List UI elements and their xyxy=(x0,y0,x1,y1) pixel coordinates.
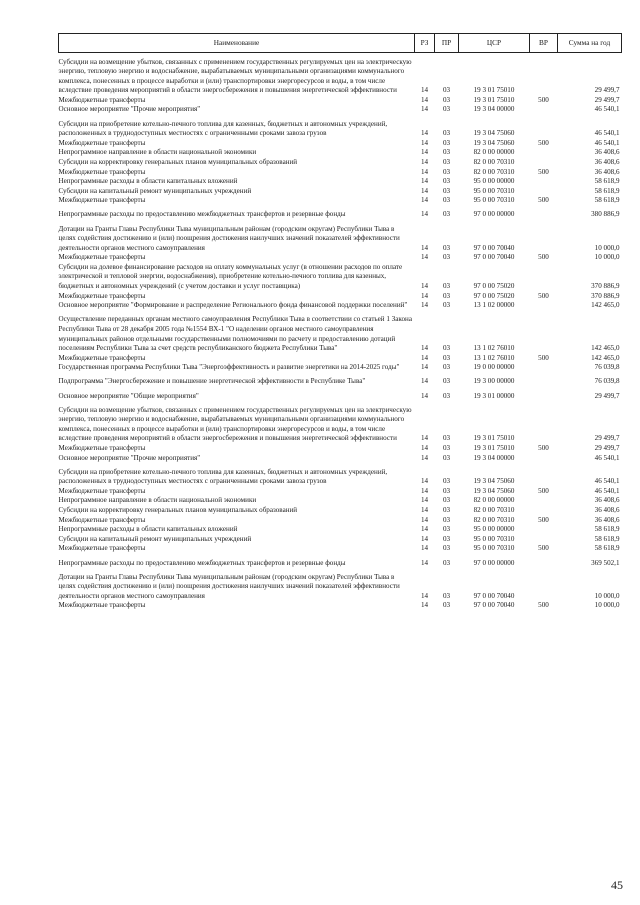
row-name: Субсидии на капитальный ремонт муниципальных учреждений xyxy=(58,186,252,195)
row-vr xyxy=(530,535,558,545)
row-rz: 14 xyxy=(420,515,429,524)
table-row xyxy=(59,105,622,115)
row-sum: 29 499,7 xyxy=(594,443,620,452)
row-rz: 14 xyxy=(420,591,429,600)
table-row xyxy=(59,187,622,197)
row-vr xyxy=(530,210,558,220)
row-vr: 500 xyxy=(538,544,549,553)
row-pr: 03 xyxy=(442,477,451,486)
row-csr: 19 3 01 75010 xyxy=(473,443,515,452)
header-vr: ВР xyxy=(530,34,558,53)
row-name: Непрограммное направление в области национальной экономики xyxy=(58,496,257,505)
row-csr: 97 0 00 75020 xyxy=(473,291,515,300)
row-pr: 03 xyxy=(442,129,451,138)
row-pr: 03 xyxy=(442,177,451,186)
row-rz: 14 xyxy=(420,148,429,157)
row-pr: 03 xyxy=(442,282,451,291)
row-csr: 82 0 00 70310 xyxy=(473,506,515,515)
table-row xyxy=(59,559,622,569)
row-sum: 29 499,7 xyxy=(594,434,620,443)
row-csr: 97 0 00 75020 xyxy=(473,282,515,291)
table-row xyxy=(59,573,622,602)
table-row xyxy=(59,468,622,487)
row-sum: 36 408,6 xyxy=(594,515,620,524)
row-sum: 10 000,0 xyxy=(594,253,620,262)
row-csr: 97 0 00 70040 xyxy=(473,243,515,252)
row-pr: 03 xyxy=(442,210,451,219)
table-row xyxy=(59,301,622,311)
row-csr: 13 1 02 76010 xyxy=(473,353,515,362)
row-pr: 03 xyxy=(442,344,451,353)
row-vr xyxy=(530,406,558,444)
row-vr xyxy=(530,187,558,197)
header-pr: ПР xyxy=(435,34,459,53)
row-rz: 14 xyxy=(420,477,429,486)
row-sum: 46 540,1 xyxy=(594,453,620,462)
row-csr: 82 0 00 70310 xyxy=(473,167,515,176)
table-row xyxy=(59,377,622,387)
row-vr xyxy=(530,58,558,96)
row-sum: 46 540,1 xyxy=(594,138,620,147)
row-pr: 03 xyxy=(442,496,451,505)
row-rz: 14 xyxy=(420,291,429,300)
row-name: Основное мероприятие "Общие мероприятия" xyxy=(58,391,199,400)
row-sum: 46 540,1 xyxy=(594,477,620,486)
row-name: Основное мероприятие "Прочие мероприятия" xyxy=(58,453,201,462)
row-pr: 03 xyxy=(442,105,451,114)
row-sum: 36 408,6 xyxy=(594,157,620,166)
table-row xyxy=(59,158,622,168)
row-sum: 58 618,9 xyxy=(594,525,620,534)
row-rz: 14 xyxy=(420,167,429,176)
row-name: Межбюджетные трансферты xyxy=(58,515,146,524)
row-sum: 370 886,9 xyxy=(591,291,620,300)
row-csr: 19 3 01 00000 xyxy=(473,391,515,400)
row-rz: 14 xyxy=(420,363,429,372)
row-pr: 03 xyxy=(442,186,451,195)
row-pr: 03 xyxy=(442,534,451,543)
row-rz: 14 xyxy=(420,353,429,362)
row-sum: 36 408,6 xyxy=(594,167,620,176)
row-name: Межбюджетные трансферты xyxy=(58,544,146,553)
row-pr: 03 xyxy=(442,558,451,567)
row-vr xyxy=(530,105,558,115)
row-vr xyxy=(530,468,558,487)
table-row xyxy=(59,139,622,149)
row-name: Основное мероприятие "Прочие мероприятия" xyxy=(58,105,201,114)
row-csr: 19 3 01 75010 xyxy=(473,95,515,104)
row-pr: 03 xyxy=(442,434,451,443)
row-name: Межбюджетные трансферты xyxy=(58,196,146,205)
table-row xyxy=(59,292,622,302)
table-row xyxy=(59,487,622,497)
row-rz: 14 xyxy=(420,196,429,205)
row-csr: 95 0 00 70310 xyxy=(473,544,515,553)
row-name: Непрограммные расходы в области капитальных вложений xyxy=(58,525,238,534)
row-sum: 46 540,1 xyxy=(594,129,620,138)
row-pr: 03 xyxy=(442,95,451,104)
row-rz: 14 xyxy=(420,301,429,310)
row-sum: 76 039,8 xyxy=(594,363,620,372)
row-name: Субсидии на возмещение убытков, связанных с применением государственных регулируемых цен на электрическую энергию, тепловую энергию и водоснабжение, вырабатываемых муниципальными организациями коммунального комплекса, понесенных в процессе выработки и (или) транспортировки энергоресурсов и воды, в том числе вследствие проведения мероприятий в области энергосбережения и повышения энергетической эффективности xyxy=(58,405,412,443)
row-vr xyxy=(530,263,558,292)
row-csr: 19 3 00 00000 xyxy=(473,377,515,386)
row-rz: 14 xyxy=(420,186,429,195)
row-name: Субсидии на долевое финансирование расходов на оплату коммунальных услуг (в отношении расходов по оплате электрической и тепловой энергии, водоснабжения), приобретение котельно-печного топлива для казенных, бюджетных и автономных учреждений (с учетом доставки и услуг поставщика) xyxy=(58,262,403,291)
row-name: Субсидии на корректировку генеральных планов муниципальных образований xyxy=(58,506,298,515)
row-sum: 36 408,6 xyxy=(594,148,620,157)
row-csr: 95 0 00 00000 xyxy=(473,177,515,186)
row-rz: 14 xyxy=(420,253,429,262)
row-name: Межбюджетные трансферты xyxy=(58,138,146,147)
row-sum: 29 499,7 xyxy=(594,86,620,95)
row-rz: 14 xyxy=(420,443,429,452)
row-sum: 29 499,7 xyxy=(594,95,620,104)
row-name: Межбюджетные трансферты xyxy=(58,253,146,262)
row-name: Субсидии на возмещение убытков, связанных с применением государственных регулируемых цен на электрическую энергию, тепловую энергию и водоснабжение, вырабатываемых муниципальными организациями коммунального комплекса, понесенных в процессе выработки и (или) транспортировки энергоресурсов и воды, в том числе вследствие проведения мероприятий в области энергосбережения и повышения энергетической эффективности xyxy=(58,57,412,95)
table-row xyxy=(59,454,622,464)
row-name: Субсидии на корректировку генеральных планов муниципальных образований xyxy=(58,157,298,166)
row-vr xyxy=(530,392,558,402)
row-sum: 142 465,0 xyxy=(591,353,620,362)
table-row xyxy=(59,444,622,454)
row-pr: 03 xyxy=(442,544,451,553)
row-pr: 03 xyxy=(442,291,451,300)
row-csr: 19 3 01 75010 xyxy=(473,86,515,95)
table-row xyxy=(59,601,622,611)
page-number: 45 xyxy=(611,878,623,892)
row-pr: 03 xyxy=(442,157,451,166)
header-rz: РЗ xyxy=(415,34,435,53)
row-pr: 03 xyxy=(442,601,451,610)
row-rz: 14 xyxy=(420,525,429,534)
row-vr xyxy=(530,496,558,506)
row-rz: 14 xyxy=(420,344,429,353)
row-csr: 19 0 00 00000 xyxy=(473,363,515,372)
row-vr xyxy=(530,315,558,353)
row-vr xyxy=(530,559,558,569)
table-row xyxy=(59,544,622,554)
row-rz: 14 xyxy=(420,544,429,553)
table-row xyxy=(59,263,622,292)
row-csr: 19 3 04 75060 xyxy=(473,129,515,138)
row-rz: 14 xyxy=(420,558,429,567)
row-rz: 14 xyxy=(420,86,429,95)
row-name: Межбюджетные трансферты xyxy=(58,167,146,176)
row-vr xyxy=(530,225,558,254)
row-rz: 14 xyxy=(420,453,429,462)
row-rz: 14 xyxy=(420,377,429,386)
table-row xyxy=(59,148,622,158)
row-csr: 19 3 04 75060 xyxy=(473,138,515,147)
row-pr: 03 xyxy=(442,148,451,157)
row-pr: 03 xyxy=(442,243,451,252)
row-vr xyxy=(530,148,558,158)
row-pr: 03 xyxy=(442,591,451,600)
row-csr: 97 0 00 70040 xyxy=(473,591,515,600)
row-rz: 14 xyxy=(420,434,429,443)
row-name: Непрограммные расходы в области капитальных вложений xyxy=(58,177,238,186)
row-rz: 14 xyxy=(420,138,429,147)
row-rz: 14 xyxy=(420,157,429,166)
row-vr: 500 xyxy=(538,291,549,300)
row-name: Подпрограмма "Энергосбережение и повышение энергетической эффективности в Республике Тыва" xyxy=(58,377,366,386)
row-pr: 03 xyxy=(442,138,451,147)
table-row xyxy=(59,363,622,373)
row-name: Государственная программа Республики Тыва "Энергоэффективность и развитие энергетики на 2014-2025 годы" xyxy=(58,363,400,372)
row-name: Межбюджетные трансферты xyxy=(58,291,146,300)
table-row xyxy=(59,406,622,444)
row-vr: 500 xyxy=(538,515,549,524)
row-sum: 142 465,0 xyxy=(591,344,620,353)
row-sum: 10 000,0 xyxy=(594,591,620,600)
header-csr: ЦСР xyxy=(459,34,530,53)
table-row xyxy=(59,253,622,263)
row-vr: 500 xyxy=(538,253,549,262)
row-csr: 13 1 02 00000 xyxy=(473,301,515,310)
row-csr: 97 0 00 70040 xyxy=(473,601,515,610)
row-rz: 14 xyxy=(420,129,429,138)
table-row xyxy=(59,177,622,187)
table-row xyxy=(59,506,622,516)
row-pr: 03 xyxy=(442,486,451,495)
row-vr xyxy=(530,158,558,168)
row-vr: 500 xyxy=(538,95,549,104)
row-pr: 03 xyxy=(442,86,451,95)
table-row xyxy=(59,315,622,353)
row-pr: 03 xyxy=(442,377,451,386)
row-rz: 14 xyxy=(420,282,429,291)
row-vr: 500 xyxy=(538,353,549,362)
row-rz: 14 xyxy=(420,486,429,495)
row-name: Непрограммное направление в области национальной экономики xyxy=(58,148,257,157)
row-sum: 76 039,8 xyxy=(594,377,620,386)
budget-table xyxy=(58,33,622,611)
row-csr: 82 0 00 70310 xyxy=(473,157,515,166)
row-rz: 14 xyxy=(420,391,429,400)
row-name: Межбюджетные трансферты xyxy=(58,95,146,104)
row-rz: 14 xyxy=(420,177,429,186)
table-row xyxy=(59,516,622,526)
row-pr: 03 xyxy=(442,525,451,534)
row-name: Межбюджетные трансферты xyxy=(58,353,146,362)
row-pr: 03 xyxy=(442,443,451,452)
table-body xyxy=(59,53,622,611)
row-sum: 380 886,9 xyxy=(591,210,620,219)
row-pr: 03 xyxy=(442,253,451,262)
row-sum: 370 886,9 xyxy=(591,282,620,291)
table-row xyxy=(59,392,622,402)
row-pr: 03 xyxy=(442,506,451,515)
row-vr xyxy=(530,120,558,139)
row-csr: 82 0 00 00000 xyxy=(473,148,515,157)
row-sum: 58 618,9 xyxy=(594,534,620,543)
row-vr xyxy=(530,177,558,187)
table-row xyxy=(59,535,622,545)
row-rz: 14 xyxy=(420,105,429,114)
row-pr: 03 xyxy=(442,515,451,524)
row-sum: 46 540,1 xyxy=(594,105,620,114)
row-name: Субсидии на приобретение котельно-печного топлива для казенных, бюджетных и автономных учреждений, расположенных в труднодоступных местностях с ограниченными сроками завоза грузов xyxy=(58,467,388,486)
row-sum: 36 408,6 xyxy=(594,506,620,515)
row-sum: 10 000,0 xyxy=(594,243,620,252)
row-sum: 58 618,9 xyxy=(594,177,620,186)
row-csr: 95 0 00 70310 xyxy=(473,534,515,543)
row-vr xyxy=(530,363,558,373)
row-rz: 14 xyxy=(420,95,429,104)
row-sum: 58 618,9 xyxy=(594,196,620,205)
row-sum: 36 408,6 xyxy=(594,496,620,505)
row-pr: 03 xyxy=(442,391,451,400)
row-rz: 14 xyxy=(420,601,429,610)
table-row xyxy=(59,225,622,254)
row-csr: 19 3 04 75060 xyxy=(473,477,515,486)
row-rz: 14 xyxy=(420,496,429,505)
row-pr: 03 xyxy=(442,363,451,372)
table-row xyxy=(59,210,622,220)
row-rz: 14 xyxy=(420,243,429,252)
header-name: Наименование xyxy=(59,34,415,53)
row-name: Субсидии на приобретение котельно-печного топлива для казенных, бюджетных и автономных учреждений, расположенных в труднодоступных местностях с ограниченными сроками завоза грузов xyxy=(58,119,388,138)
row-sum: 369 502,1 xyxy=(591,558,620,567)
row-csr: 19 3 04 00000 xyxy=(473,453,515,462)
row-sum: 142 465,0 xyxy=(591,301,620,310)
row-name: Дотации на Гранты Главы Республики Тыва муниципальным районам (городским округам) Республики Тыва в целях содействия достижению и (или) поощрения достижения наилучших значений показателей эффективности деятельности органов местного самоуправления xyxy=(58,572,400,600)
table-row xyxy=(59,525,622,535)
row-vr xyxy=(530,573,558,602)
table-row xyxy=(59,168,622,178)
row-csr: 13 1 02 76010 xyxy=(473,344,515,353)
row-vr: 500 xyxy=(538,486,549,495)
row-csr: 95 0 00 70310 xyxy=(473,186,515,195)
table-row xyxy=(59,58,622,96)
row-pr: 03 xyxy=(442,167,451,176)
row-csr: 95 0 00 00000 xyxy=(473,525,515,534)
row-vr xyxy=(530,454,558,464)
row-csr: 97 0 00 70040 xyxy=(473,253,515,262)
row-vr xyxy=(530,506,558,516)
row-name: Осуществление переданных органам местного самоуправления Республики Тыва в соответствии со статьей 1 Закона Республики Тыва от 28 декабря 2005 года №1554 ВХ-1 "О наделении органов местного самоуправления муниципальных районов отдельными государственными полномочиями по расчету и предоставлению дотаций поселениям Республики Тыва за счет средств республиканского бюджета Республики Тыва" xyxy=(58,315,412,353)
table-row xyxy=(59,96,622,106)
row-sum: 29 499,7 xyxy=(594,391,620,400)
row-pr: 03 xyxy=(442,196,451,205)
row-vr: 500 xyxy=(538,138,549,147)
row-vr: 500 xyxy=(538,167,549,176)
row-rz: 14 xyxy=(420,534,429,543)
row-vr: 500 xyxy=(538,601,549,610)
row-csr: 19 3 01 75010 xyxy=(473,434,515,443)
table-row xyxy=(59,196,622,206)
row-vr xyxy=(530,377,558,387)
row-csr: 19 3 04 75060 xyxy=(473,486,515,495)
row-name: Межбюджетные трансферты xyxy=(58,486,146,495)
row-pr: 03 xyxy=(442,301,451,310)
row-name: Субсидии на капитальный ремонт муниципальных учреждений xyxy=(58,534,252,543)
row-rz: 14 xyxy=(420,210,429,219)
row-sum: 46 540,1 xyxy=(594,486,620,495)
row-pr: 03 xyxy=(442,353,451,362)
row-csr: 19 3 04 00000 xyxy=(473,105,515,114)
row-rz: 14 xyxy=(420,506,429,515)
row-csr: 97 0 00 00000 xyxy=(473,558,515,567)
table-header xyxy=(59,34,622,53)
table-row xyxy=(59,354,622,364)
row-name: Непрограммные расходы по предоставлению межбюджетных трансфертов и резервные фонды xyxy=(58,210,346,219)
table-row xyxy=(59,120,622,139)
row-name: Основное мероприятие "Формирование и распределение Регионального фонда финансовой поддержки поселений" xyxy=(58,301,408,310)
row-csr: 97 0 00 00000 xyxy=(473,210,515,219)
row-vr: 500 xyxy=(538,196,549,205)
row-name: Межбюджетные трансферты xyxy=(58,443,146,452)
row-vr xyxy=(530,525,558,535)
row-sum: 58 618,9 xyxy=(594,186,620,195)
row-vr: 500 xyxy=(538,443,549,452)
row-csr: 82 0 00 00000 xyxy=(473,496,515,505)
row-pr: 03 xyxy=(442,453,451,462)
row-csr: 82 0 00 70310 xyxy=(473,515,515,524)
row-csr: 95 0 00 70310 xyxy=(473,196,515,205)
row-sum: 58 618,9 xyxy=(594,544,620,553)
row-name: Межбюджетные трансферты xyxy=(58,601,146,610)
table-row xyxy=(59,496,622,506)
row-sum: 10 000,0 xyxy=(594,601,620,610)
row-vr xyxy=(530,301,558,311)
header-sum: Сумма на год xyxy=(558,34,622,53)
row-name: Дотации на Гранты Главы Республики Тыва муниципальным районам (городским округам) Республики Тыва в целях содействия достижению и (или) поощрения достижения наилучших значений показателей эффективности деятельности органов местного самоуправления xyxy=(58,224,400,252)
row-name: Непрограммные расходы по предоставлению межбюджетных трансфертов и резервные фонды xyxy=(58,558,346,567)
